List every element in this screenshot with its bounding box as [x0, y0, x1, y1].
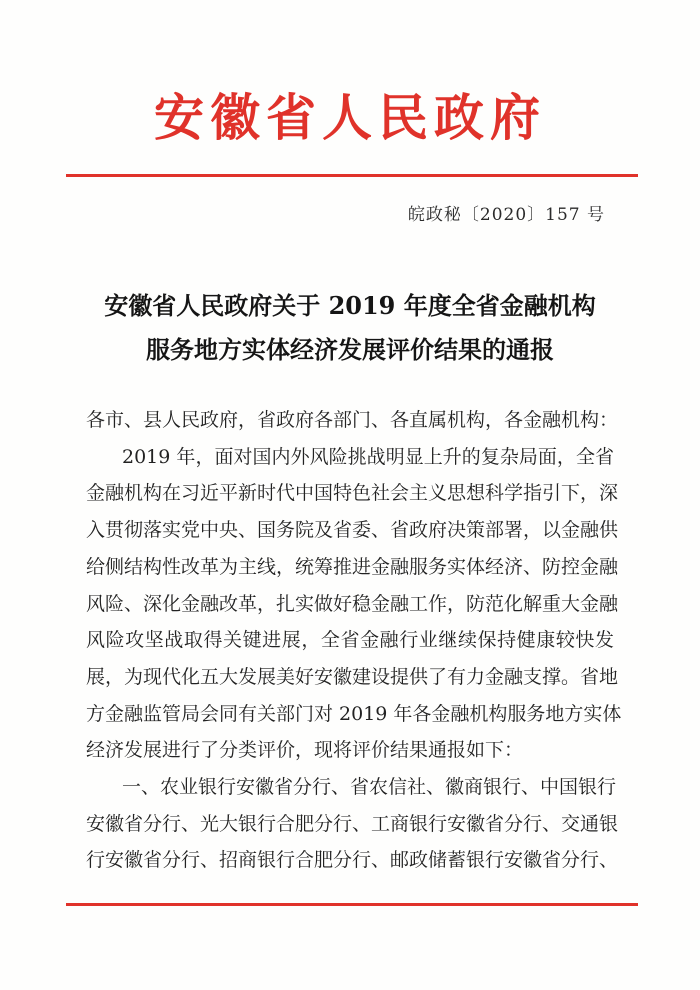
paragraph-1-line: 入贯彻落实党中央、国务院及省委、省政府决策部署，以金融供 — [86, 519, 619, 542]
paragraph-1-line: 风险、深化金融改革，扎实做好稳金融工作，防范化解重大金融 — [86, 592, 619, 615]
paragraph-2-line: 一、农业银行安徽省分行、省农信社、徽商银行、中国银行 — [122, 776, 617, 799]
salutation: 各市、县人民政府，省政府各部门、各直属机构，各金融机构： — [86, 409, 619, 431]
document-title — [0, 284, 700, 372]
document-body — [86, 402, 622, 879]
paragraph-1-line: 风险攻坚战取得关键进展，全省金融行业继续保持健康较快发 — [86, 629, 614, 652]
paragraph-1-line: 2019 年，面对国内外风险挑战明显上升的复杂局面，全省 — [122, 445, 614, 468]
title-line-2: 服务地方实体经济发展评价结果的通报 — [146, 335, 554, 364]
footer-divider — [66, 903, 638, 906]
paragraph-2-line: 安徽省分行、光大银行合肥分行、工商银行安徽省分行、交通银 — [86, 812, 619, 835]
paragraph-1-line: 金融机构在习近平新时代中国特色社会主义思想科学指引下，深 — [86, 482, 619, 505]
title-line-1: 安徽省人民政府关于 2019 年度全省金融机构 — [104, 291, 596, 320]
issuer-header: 安徽省人民政府 — [154, 88, 546, 147]
paragraph-1-line: 方金融监管局会同有关部门对 2019 年各金融机构服务地方实体 — [86, 702, 622, 725]
document-number: 皖政秘〔2020〕157 号 — [407, 205, 605, 225]
paragraph-1-line: 经济发展进行了分类评价，现将评价结果通报如下： — [86, 739, 524, 762]
paragraph-1-line: 展，为现代化五大发展美好安徽建设提供了有力金融支撑。省地 — [86, 665, 619, 688]
paragraph-2-line: 行安徽省分行、招商银行合肥分行、邮政储蓄银行安徽省分行、 — [86, 849, 619, 872]
header-divider — [66, 174, 638, 177]
paragraph-1-line: 给侧结构性改革为主线，统筹推进金融服务实体经济、防控金融 — [86, 555, 619, 578]
